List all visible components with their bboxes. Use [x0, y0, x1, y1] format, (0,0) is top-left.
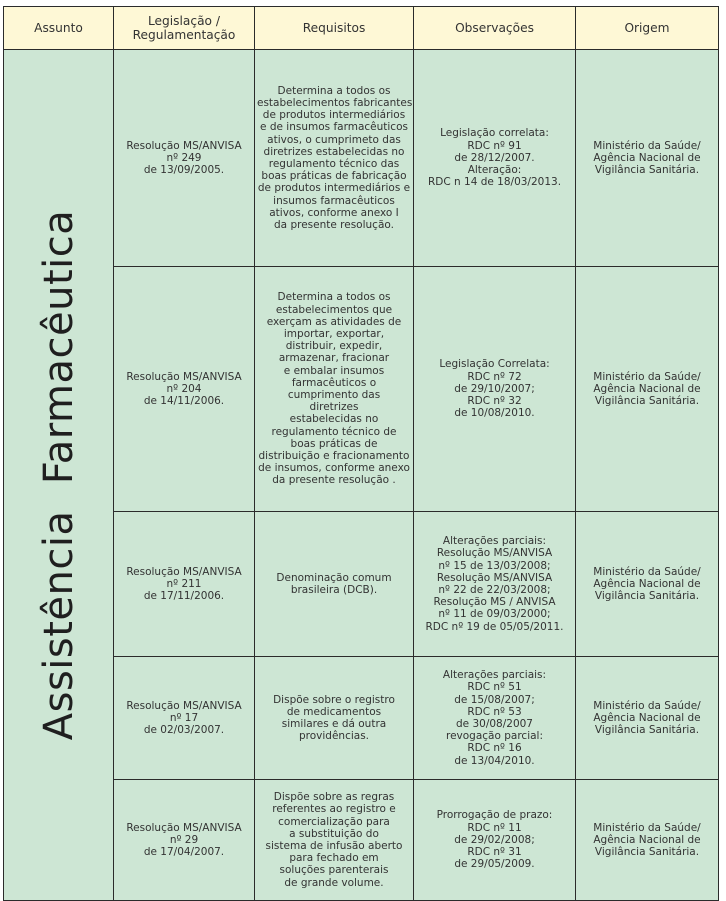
text-line: de 29/02/2008;: [454, 833, 535, 846]
header-legislacao: [114, 7, 255, 50]
text-line: da presente resolução.: [274, 219, 394, 232]
text-line: Resolução MS / ANVISA: [433, 596, 556, 609]
text-line: Agência Nacional de: [593, 833, 701, 846]
text-line: de 10/08/2010.: [454, 407, 535, 420]
requisitos-cell: [255, 780, 414, 901]
text-line: para fechado em: [289, 852, 379, 865]
text-line: de medicamentos: [286, 705, 382, 718]
text-line: Determina a todos os: [277, 291, 391, 304]
text-line: da presente resolução .: [272, 474, 396, 487]
text-line: de grande volume.: [284, 876, 384, 889]
text-line: distribuir, expedir,: [285, 340, 383, 353]
requisitos-cell: [255, 267, 414, 512]
text-line: nº 204: [166, 382, 202, 395]
text-line: exerçam as atividades de: [266, 315, 402, 328]
text-line: diretrizes estabelecidas no: [263, 145, 405, 158]
text-line: nº 211: [166, 577, 202, 590]
text-line: Resolução MS/ANVISA: [126, 565, 242, 578]
text-line: cumprimento das: [287, 389, 381, 401]
requisitos-cell: [255, 50, 414, 267]
text-line: Legislação /: [147, 14, 220, 28]
subject-label: Assistência Farmacêutica: [35, 209, 82, 741]
text-line: de insumos, conforme anexo: [258, 462, 410, 475]
text-line: Alterações parciais:: [442, 535, 547, 548]
text-line: regulamento técnico das: [268, 158, 400, 170]
text-line: a substituição do: [289, 827, 379, 840]
text-line: providências.: [298, 730, 370, 743]
text-line: de 14/11/2006.: [143, 395, 225, 408]
text-line: armazenar, fracionar: [278, 352, 390, 365]
origem-cell: [576, 267, 719, 512]
text-line: Agência Nacional de: [593, 382, 701, 395]
header-assunto: [4, 7, 114, 50]
text-line: e embalar insumos: [283, 364, 385, 377]
regulations-table: [3, 6, 719, 901]
text-line: Vigilância Sanitária.: [594, 164, 700, 177]
text-line: Dispõe sobre o registro: [273, 693, 395, 706]
text-line: farmacêuticos o: [291, 376, 377, 389]
text-line: Observações: [455, 21, 534, 35]
text-line: estabelecimentos fabricantes: [257, 96, 413, 109]
text-line: Denominação comum: [276, 571, 392, 584]
text-line: de 13/09/2005.: [143, 164, 225, 177]
requisitos-cell: [255, 512, 414, 657]
text-line: de 15/08/2007;: [454, 693, 535, 706]
header-origem: [576, 7, 719, 50]
text-line: Resolução MS/ANVISA: [126, 370, 242, 383]
text-line: Ministério da Saúde/: [593, 370, 701, 383]
text-line: Ministério da Saúde/: [593, 699, 701, 712]
text-line: sistema de infusão aberto: [265, 840, 403, 852]
text-line: nº 29: [169, 833, 199, 846]
legislacao-cell: [114, 780, 255, 901]
text-line: de produtos intermediários: [262, 109, 406, 122]
subject-cell: [4, 50, 114, 901]
text-line: Agência Nacional de: [593, 577, 701, 590]
text-line: RDC n 14 de 18/03/2013.: [427, 176, 562, 189]
text-line: Regulamentação: [132, 28, 236, 42]
text-line: de 30/08/2007: [456, 718, 533, 730]
text-line: Ministério da Saúde/: [593, 821, 701, 834]
text-line: RDC nº 31: [467, 846, 522, 859]
text-line: Assunto: [34, 21, 83, 35]
text-line: boas práticas de fabricação: [261, 170, 407, 183]
text-line: distribuição e fracionamento: [258, 450, 410, 463]
text-line: de 02/03/2007.: [143, 724, 225, 737]
observacoes-cell: [414, 50, 576, 267]
text-line: nº 17: [169, 711, 199, 724]
text-line: nº 15 de 13/03/2008;: [438, 559, 551, 572]
text-line: comercialização para: [278, 815, 390, 828]
text-line: RDC nº 11: [467, 821, 522, 834]
text-line: de 29/10/2007;: [454, 382, 535, 395]
text-line: RDC nº 53: [467, 705, 522, 718]
text-line: Agência Nacional de: [593, 711, 701, 724]
observacoes-cell: [414, 657, 576, 780]
text-line: ativos, o cumprimeto das: [267, 133, 401, 146]
text-line: importar, exportar,: [283, 327, 385, 340]
text-line: Resolução MS/ANVISA: [126, 699, 242, 712]
text-line: e de insumos farmacêuticos: [260, 121, 408, 134]
text-line: RDC nº 91: [467, 139, 522, 152]
text-line: regulamento técnico de: [271, 425, 397, 438]
header-observacoes: [414, 7, 576, 50]
legislacao-cell: [114, 512, 255, 657]
text-line: Alterações parciais:: [442, 669, 547, 682]
text-line: RDC nº 16: [467, 742, 522, 755]
table-row: [4, 50, 719, 267]
origem-cell: [576, 512, 719, 657]
text-line: boas práticas de: [290, 437, 378, 450]
text-line: estabelecimentos que: [275, 303, 393, 316]
text-line: de 17/11/2006.: [143, 590, 225, 603]
text-line: Legislação correlata:: [440, 127, 549, 140]
header-requisitos: [255, 7, 414, 50]
observacoes-cell: [414, 780, 576, 901]
legislacao-cell: [114, 50, 255, 267]
text-line: Dispõe sobre as regras: [273, 791, 395, 804]
text-line: RDC nº 51: [467, 681, 522, 694]
legislacao-cell: [114, 657, 255, 780]
origem-cell: [576, 50, 719, 267]
origem-cell: [576, 657, 719, 780]
text-line: RDC nº 19 de 05/05/2011.: [425, 620, 564, 633]
text-line: ativos, conforme anexo I: [269, 206, 399, 219]
text-line: Ministério da Saúde/: [593, 565, 701, 578]
text-line: Agência Nacional de: [593, 151, 701, 164]
text-line: Prorrogação de prazo:: [436, 809, 553, 822]
text-line: Origem: [624, 21, 670, 35]
text-line: referentes ao registro e: [272, 803, 396, 816]
text-line: nº 11 de 09/03/2000;: [438, 608, 551, 621]
text-line: revogação parcial:: [445, 730, 544, 743]
text-line: de 28/12/2007.: [454, 151, 535, 164]
text-line: Vigilância Sanitária.: [594, 395, 700, 408]
text-line: insumos farmacêuticos: [273, 194, 395, 207]
observacoes-cell: [414, 512, 576, 657]
text-line: Resolução MS/ANVISA: [436, 571, 553, 584]
text-line: de 17/04/2007.: [143, 846, 225, 859]
text-line: Vigilância Sanitária.: [594, 846, 700, 859]
text-line: RDC nº 72: [467, 370, 522, 383]
text-line: de 13/04/2010.: [454, 754, 535, 767]
text-line: brasileira (DCB).: [290, 584, 378, 596]
text-line: Resolução MS/ANVISA: [436, 547, 553, 560]
text-line: Determina a todos os: [277, 84, 391, 97]
text-line: diretrizes: [309, 401, 359, 414]
legislacao-cell: [114, 267, 255, 512]
text-line: soluções parenterais: [279, 864, 389, 877]
text-line: estabelecidas no: [289, 413, 379, 426]
text-line: RDC nº 32: [467, 395, 522, 408]
text-line: Alteração:: [467, 164, 522, 177]
text-line: nº 249: [166, 151, 202, 164]
text-line: Resolução MS/ANVISA: [126, 139, 242, 152]
text-line: Vigilância Sanitária.: [594, 724, 700, 737]
header-row: [4, 7, 719, 50]
requisitos-cell: [255, 657, 414, 780]
text-line: Ministério da Saúde/: [593, 139, 701, 152]
origem-cell: [576, 780, 719, 901]
text-line: de produtos intermediários e: [257, 182, 411, 195]
text-line: de 29/05/2009.: [454, 858, 535, 871]
observacoes-cell: [414, 267, 576, 512]
text-line: Requisitos: [302, 21, 366, 35]
text-line: Legislação Correlata:: [439, 358, 550, 371]
text-line: Resolução MS/ANVISA: [126, 821, 242, 834]
text-line: Vigilância Sanitária.: [594, 590, 700, 603]
text-line: similares e dá outra: [281, 718, 387, 730]
text-line: nº 22 de 22/03/2008;: [438, 584, 551, 596]
